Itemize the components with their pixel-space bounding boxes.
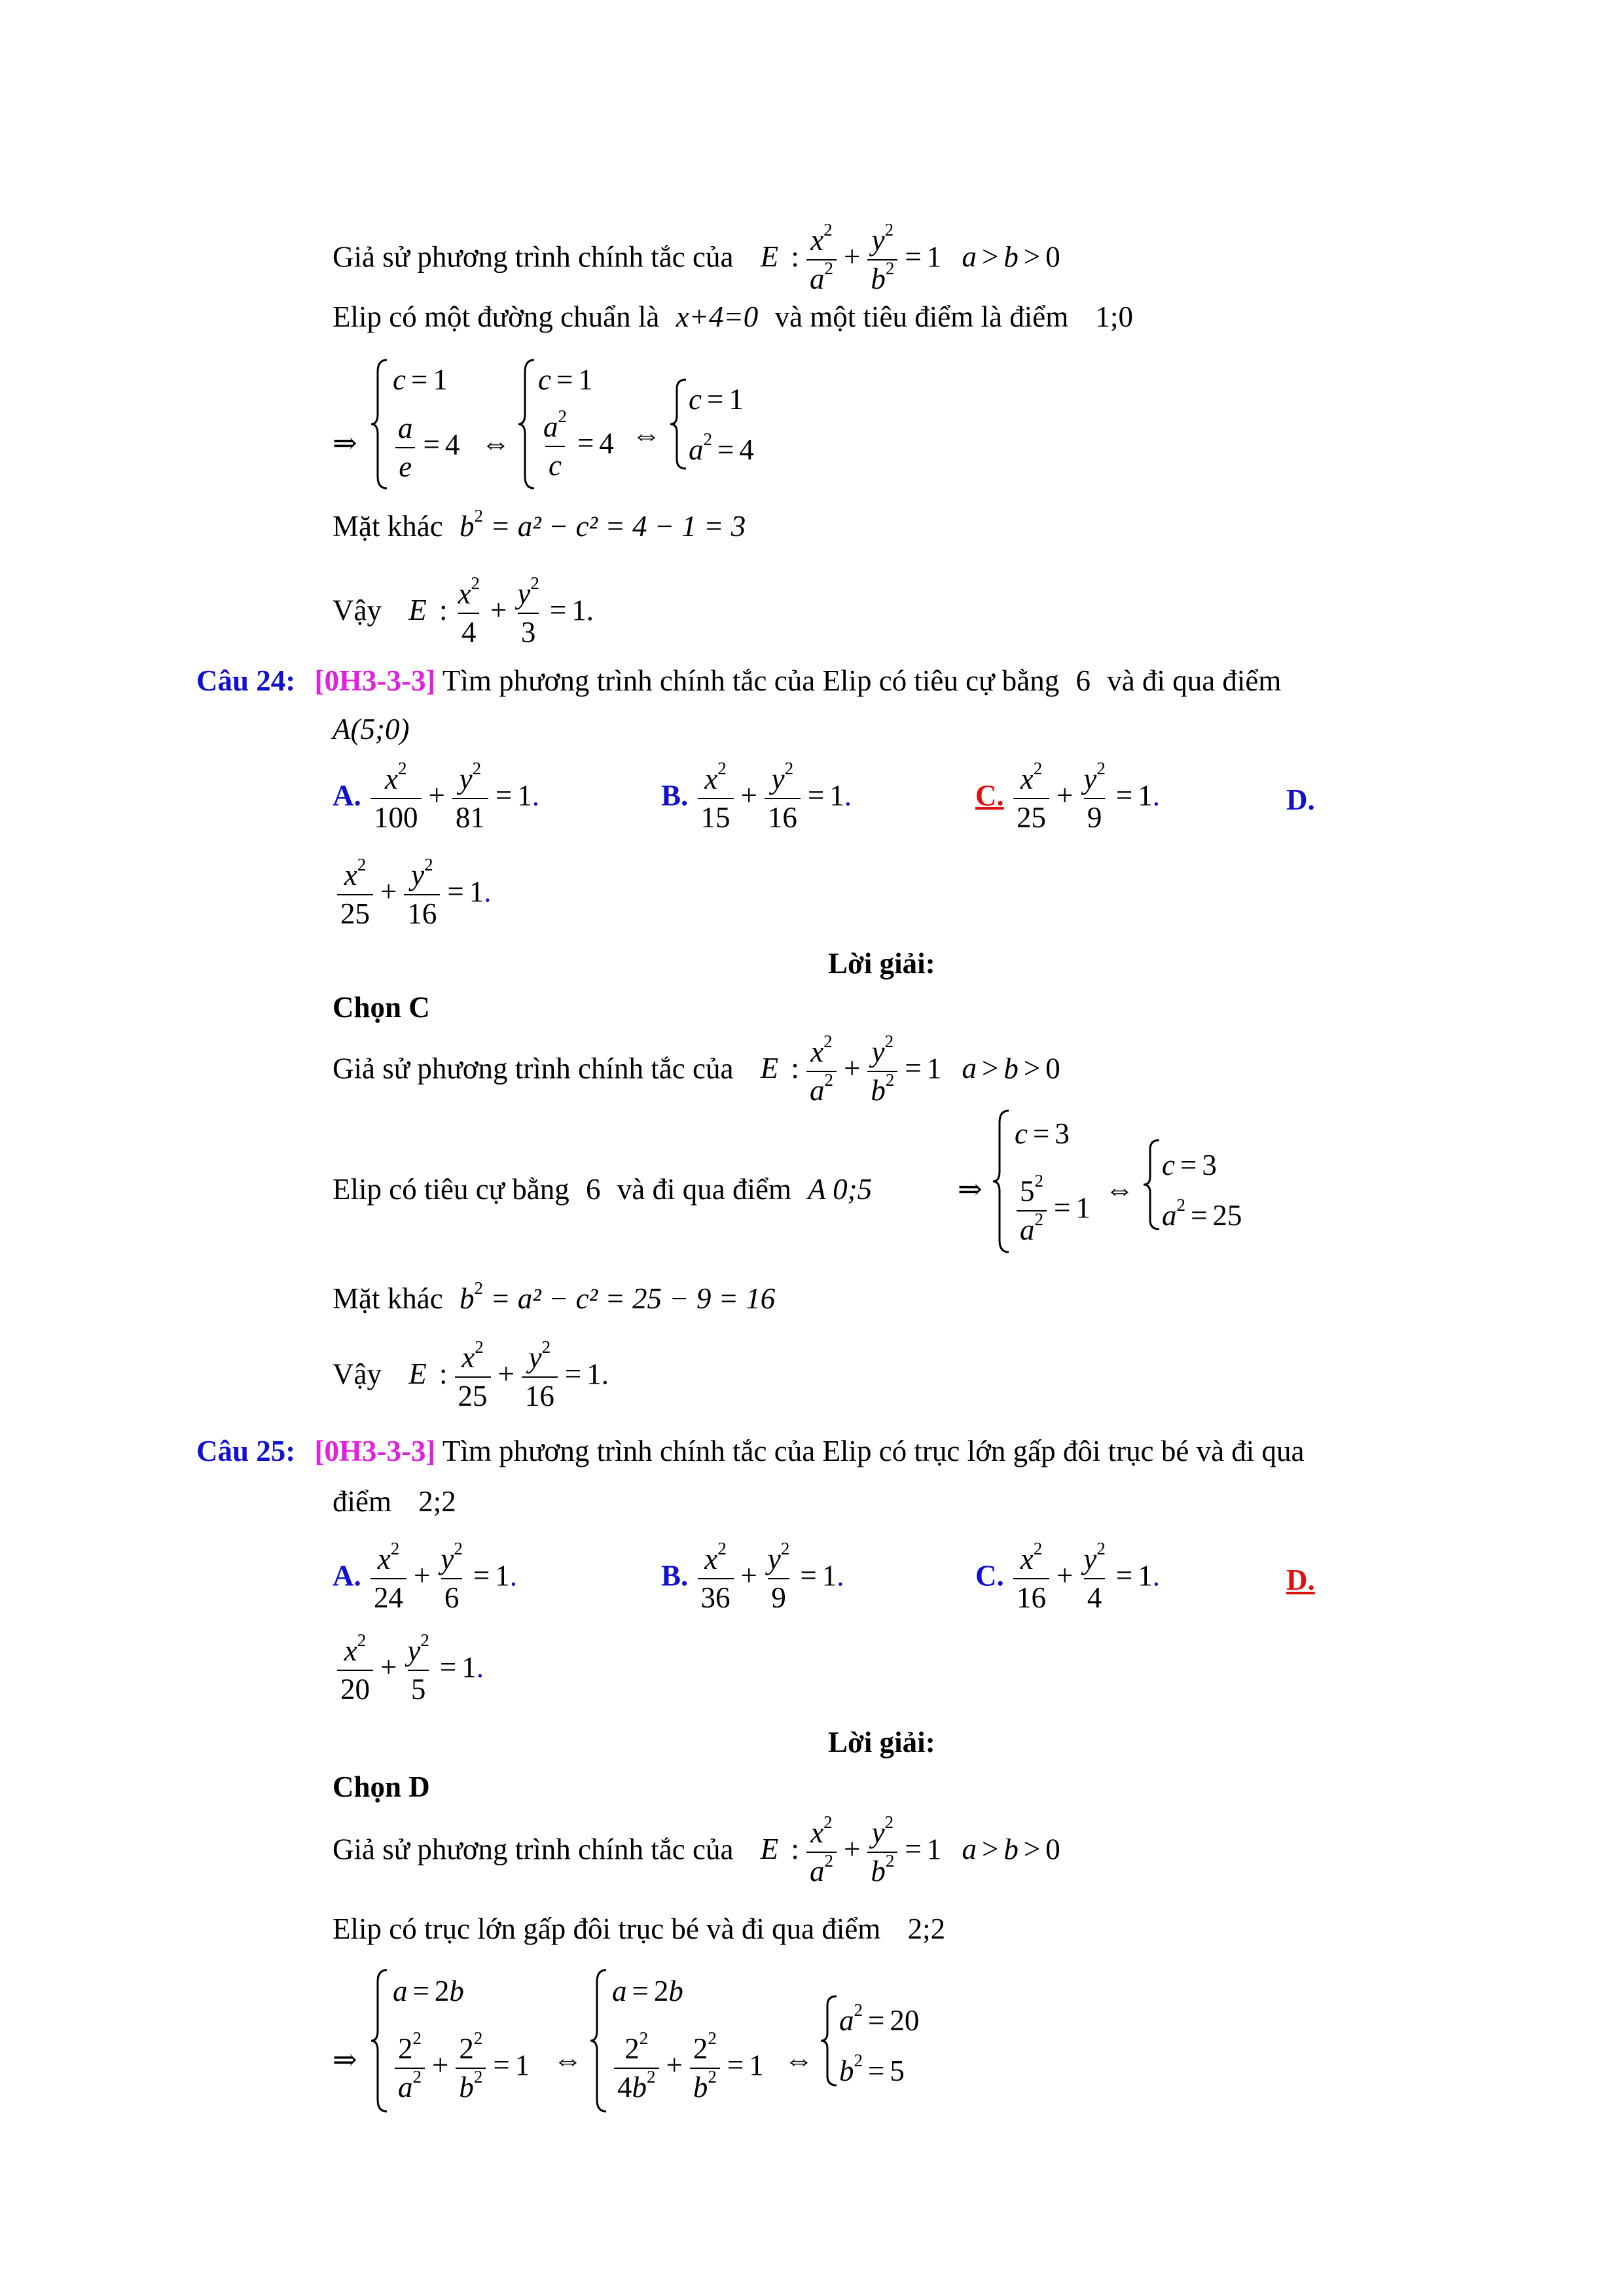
q24-option-d-label[interactable]: D. xyxy=(1286,783,1315,816)
equiv-arrow: ⇔ xyxy=(632,418,661,451)
q24-eq-frac: $\frac{5^2}{a^2}$ = 1 xyxy=(1015,1177,1091,1245)
q24-solution-title: Lời giải: xyxy=(828,947,935,980)
q25-eq-a20: $a^2 = 20$ xyxy=(839,2000,920,2037)
q25-eq-a2b-2: a = 2b xyxy=(612,1975,683,2007)
q25-option-a[interactable]: A. $\frac{x^2}{24}$ + $\frac{y^2}{6}$ = 1. xyxy=(333,1539,518,1614)
q24-option-b[interactable]: B. $\frac{x^2}{15}$ + $\frac{y^2}{16}$ = 1. xyxy=(661,759,852,834)
q25-sol2: Elip có trục lớn gấp đôi trục bé và đi qua điểm 2;2 xyxy=(333,1912,946,1945)
q25-eq-a2b: a = 2b xyxy=(393,1975,464,2007)
q24-header: Câu 24: [0H3-3-3] Tìm phương trình chính tắc của Elip có tiêu cự bằng 6 và đi qua điểm xyxy=(196,664,1282,697)
brace-icon xyxy=(589,1969,609,2113)
q25-option-d[interactable]: $\frac{x^2}{20}$ + $\frac{y^2}{5}$ = 1. xyxy=(335,1636,484,1704)
q24-eq-c3b: c = 3 xyxy=(1162,1149,1217,1181)
brace-icon xyxy=(669,378,689,470)
q25-eq-frac1: $\frac{2^2}{a^2}$ + $\frac{2^2}{b^2}$ = 1 xyxy=(393,2034,530,2102)
q24-option-c[interactable]: C. $\frac{x^2}{25}$ + $\frac{y^2}{9}$ = 1. xyxy=(975,759,1161,834)
q25-header: Câu 25: [0H3-3-3] Tìm phương trình chính tắc của Elip có trục lớn gấp đôi trục bé và đi qua xyxy=(196,1435,1305,1467)
implies-arrow: ⇒ xyxy=(958,1173,983,1206)
equiv-arrow: ⇔ xyxy=(553,2043,583,2076)
q24-eq-c3: c = 3 xyxy=(1015,1117,1070,1150)
q25-solution-title: Lời giải: xyxy=(828,1726,935,1759)
s23-line1: Giả sử phương trình chính tắc của E : $\frac{x^2}{a^2}$ + $\frac{y^2}{b^2}$ = 1 a > b > 0 xyxy=(333,220,1060,295)
brace-icon xyxy=(370,1969,389,2113)
s23-eq-c1c: c = 1 xyxy=(689,383,744,416)
q25-eq-frac2: $\frac{2^2}{4b^2}$ + $\frac{2^2}{b^2}$ = 1 xyxy=(612,2034,764,2102)
q24-option-a[interactable]: A. $\frac{x^2}{100}$ + $\frac{y^2}{81}$ = 1. xyxy=(333,759,540,834)
implies-arrow: ⇒ xyxy=(333,2043,357,2076)
s23-eq-c1: c = 1 xyxy=(393,363,448,396)
q25-choice: Chọn D xyxy=(333,1770,430,1803)
q25-option-c[interactable]: C. $\frac{x^2}{16}$ + $\frac{y^2}{4}$ = 1. xyxy=(975,1539,1161,1614)
q24-option-d[interactable]: $\frac{x^2}{25}$ + $\frac{y^2}{16}$ = 1. xyxy=(335,861,492,929)
q25-point-line: điểm 2;2 xyxy=(333,1485,456,1518)
q24-eq-a25: $a^2 = 25$ xyxy=(1162,1195,1242,1232)
q25-eq-b5: $b^2 = 5$ xyxy=(839,2051,905,2087)
s23-eq-ae: $\frac{a}{e}$ = 4 xyxy=(393,414,460,482)
q25-option-b[interactable]: B. $\frac{x^2}{36}$ + $\frac{y^2}{9}$ = 1. xyxy=(661,1539,844,1614)
equiv-arrow: ⇔ xyxy=(1105,1173,1134,1206)
q25-option-d-label[interactable]: D. xyxy=(1286,1564,1315,1596)
brace-icon xyxy=(370,359,389,490)
brace-icon xyxy=(517,359,537,490)
implies-arrow: ⇒ xyxy=(333,427,357,459)
brace-icon xyxy=(1142,1139,1162,1230)
equiv-arrow: ⇔ xyxy=(784,2043,814,2076)
equiv-arrow: ⇔ xyxy=(481,427,511,459)
q24-point: A(5;0) xyxy=(333,713,410,745)
brace-icon xyxy=(992,1109,1011,1253)
q24-choice: Chọn C xyxy=(333,991,430,1024)
q25-sol1: Giả sử phương trình chính tắc của E : $\frac{x^2}{a^2}$ + $\frac{y^2}{b^2}$ = 1 a > b > 0 xyxy=(333,1812,1060,1888)
q24-sol1: Giả sử phương trình chính tắc của E : $\frac{x^2}{a^2}$ + $\frac{y^2}{b^2}$ = 1 a > b > 0 xyxy=(333,1031,1060,1107)
q24-sol3: Mặt khác $b^2 = a^2 - c^2 = 25 - 9 = 16$ xyxy=(333,1278,776,1315)
s23-eq-a2: $a^2 = 4$ xyxy=(689,429,754,466)
s23-line5: Vậy E : $\frac{x^2}{4}$ + $\frac{y^2}{3}$ = 1. xyxy=(333,573,594,649)
q24-sol2: Elip có tiêu cự bằng 6 và đi qua điểm A 0;5 xyxy=(333,1173,873,1206)
brace-icon xyxy=(820,1995,839,2087)
s23-line4: Mặt khác $b^2 = a^2 - c^2 = 4 - 1 = 3$ xyxy=(333,506,746,543)
s23-eq-a2c: $\frac{a^2}{c}$ = 4 xyxy=(543,406,614,482)
s23-line2: Elip có một đường chuẩn là x+4=0 và một tiêu điểm là điểm 1;0 xyxy=(333,300,1133,333)
q24-sol4: Vậy E : $\frac{x^2}{25}$ + $\frac{y^2}{16}$ = 1. xyxy=(333,1337,609,1412)
s23-eq-c1b: c = 1 xyxy=(538,363,593,396)
